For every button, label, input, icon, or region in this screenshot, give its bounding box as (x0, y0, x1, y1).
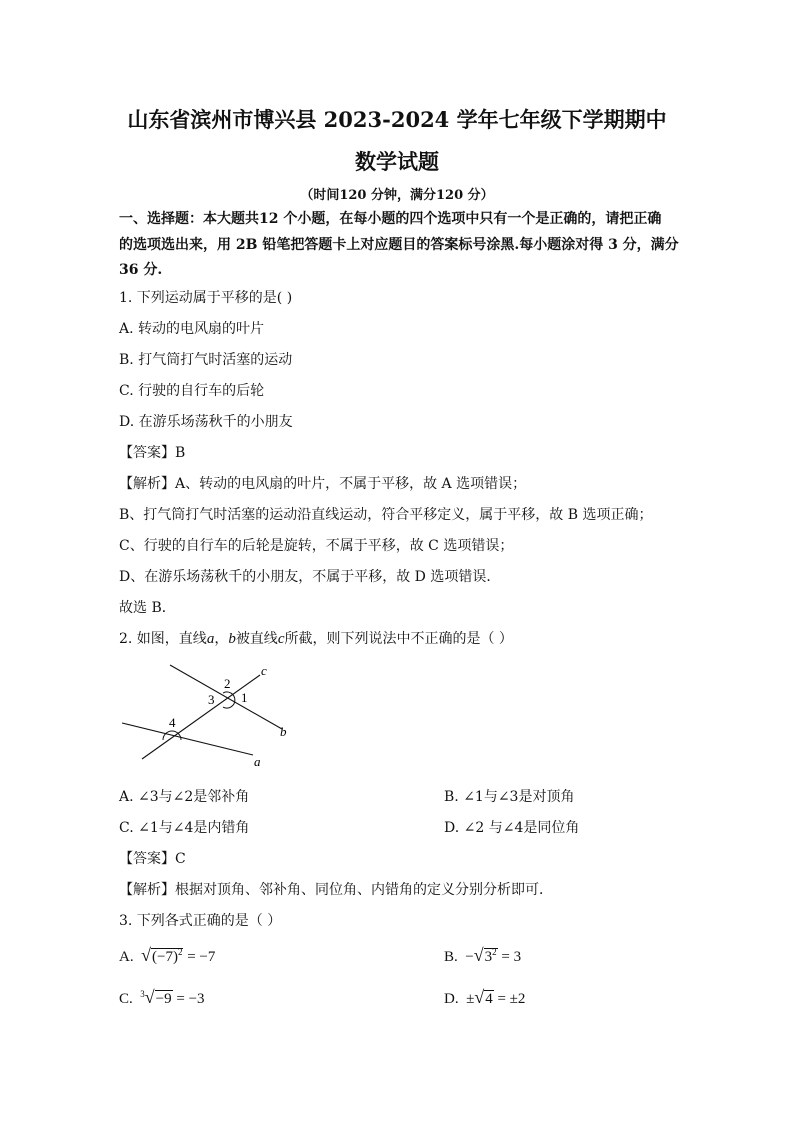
q3-b-rhs: = 3 (497, 949, 522, 965)
q3-option-c-label: C. (119, 991, 133, 1007)
q3-c-root-index: 3 (140, 989, 145, 999)
q3-b-exponent: 2 (492, 947, 497, 957)
q1-answer: 【答案】B (119, 445, 186, 461)
q3-c-rhs: = −3 (172, 991, 205, 1007)
label-angle-4: 4 (169, 715, 176, 730)
q2-stem-post: 所截，则下列说法中不正确的是（ ） (284, 631, 513, 647)
q1-analysis-line1: 【解析】A、转动的电风扇的叶片，不属于平移，故 A 选项错误； (119, 476, 527, 492)
q2-option-d: D. ∠2 与∠4是同位角 (444, 820, 580, 836)
q2-figure (110, 655, 310, 775)
q3-stem: 3. 下列各式正确的是（ ） (119, 913, 282, 929)
section-instructions-line1: 一、选择题：本大题共12 个小题，在每小题的四个选项中只有一个是正确的，请把正确 (119, 211, 662, 227)
label-c: c (261, 663, 267, 678)
q1-option-b: B. 打气筒打气时活塞的运动 (119, 352, 293, 368)
q2-answer: 【答案】C (119, 851, 186, 867)
label-b: b (280, 724, 287, 739)
q2-analysis: 【解析】根据对顶角、邻补角、同位角、内错角的定义分别分析即可． (119, 882, 553, 898)
line-c (142, 675, 260, 759)
q1-analysis-line2: B、打气筒打气时活塞的运动沿直线运动，符合平移定义，属于平移，故 B 选项正确； (119, 507, 653, 523)
q3-option-d-label: D. (444, 991, 459, 1007)
sqrt-sign-icon: √ (141, 945, 151, 965)
q2-option-a: A. ∠3与∠2是邻补角 (119, 789, 250, 805)
q1-conclusion: 故选 B． (119, 600, 176, 616)
q3-d-rhs: = ±2 (493, 991, 526, 1007)
q3-d-radicand: 4 (485, 991, 493, 1007)
q3-option-a-label: A. (119, 949, 134, 965)
q3-a-rhs: = −7 (183, 949, 216, 965)
q1-option-c: C. 行驶的自行车的后轮 (119, 383, 265, 399)
q3-option-d (444, 987, 525, 1008)
q2-var-a: a (206, 631, 215, 647)
q1-analysis-line3: C、行驶的自行车的后轮是旋转，不属于平移，故 C 选项错误； (119, 538, 514, 554)
q1-analysis-line4: D、在游乐场荡秋千的小朋友，不属于平移，故 D 选项错误． (119, 569, 501, 585)
label-angle-1: 1 (241, 690, 248, 705)
q1-option-d: D. 在游乐场荡秋千的小朋友 (119, 414, 293, 430)
q3-d-pm: ± (466, 991, 475, 1007)
q3-b-neg: − (465, 949, 474, 965)
exam-subtitle: 数学试题 (355, 149, 439, 174)
q3-a-exponent: 2 (177, 947, 183, 957)
q3-a-radicand (151, 948, 183, 965)
q3-a-inner: (−7) (151, 949, 178, 965)
q2-stem-mid: 被直线 (235, 631, 278, 647)
q2-stem (119, 628, 513, 648)
q3-option-b (444, 945, 521, 966)
cube-root-sign-icon: √ (144, 987, 155, 1007)
line-a (122, 723, 253, 755)
exam-info: （时间120 分钟，满分120 分） (300, 188, 494, 203)
q2-option-b: B. ∠1与∠3是对顶角 (444, 789, 575, 805)
q2-var-c: c (277, 631, 285, 647)
exam-title: 山东省滨州市博兴县 2023-2024 学年七年级下学期期中 (127, 107, 667, 132)
label-a: a (254, 754, 261, 769)
label-angle-2: 2 (224, 676, 231, 691)
q3-b-inner: 3 (484, 949, 493, 965)
q1-option-a: A. 转动的电风扇的叶片 (119, 321, 265, 337)
section-instructions-line2: 的选项选出来，用 2B 铅笔把答题卡上对应题目的答案标号涂黑.每小题涂对得 3 分，满分 (119, 237, 679, 253)
q2-var-b: b (228, 631, 236, 647)
q3-c-radicand: −9 (155, 991, 172, 1007)
sqrt-sign-icon: √ (473, 945, 484, 965)
section-instructions-line3: 36 分. (119, 262, 163, 278)
q2-stem-pre: 2. 如图，直线 (119, 631, 207, 647)
q2-option-c: C. ∠1与∠4是内错角 (119, 820, 250, 836)
q2-stem-sep: ， (214, 631, 229, 647)
q3-b-radicand (484, 948, 498, 965)
q3-option-b-label: B. (444, 949, 458, 965)
q1-stem: 1. 下列运动属于平移的是( ) (119, 290, 293, 306)
q3-option-c (119, 987, 205, 1008)
sqrt-sign-icon: √ (474, 987, 485, 1007)
q3-option-a (119, 945, 215, 966)
label-angle-3: 3 (208, 692, 215, 707)
